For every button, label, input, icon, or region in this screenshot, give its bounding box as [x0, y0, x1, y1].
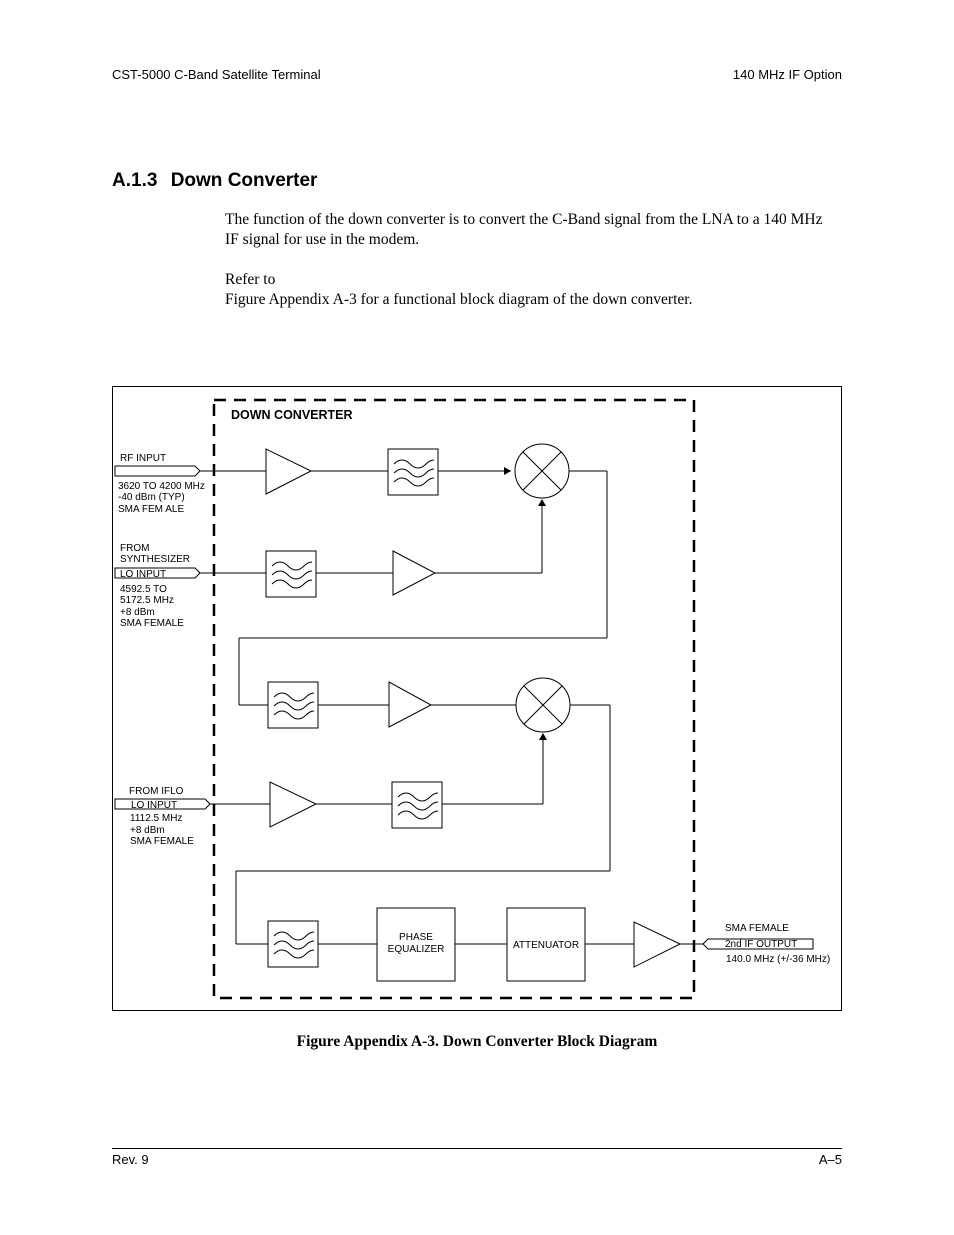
- footer-revision: Rev. 9: [112, 1152, 149, 1167]
- rf-bandpass-filter-icon: [388, 449, 438, 495]
- header-left: CST-5000 C-Band Satellite Terminal: [112, 67, 321, 82]
- section-title: Down Converter: [170, 170, 318, 191]
- if-output-freq: 140.0 MHz (+/-36 MHz): [726, 954, 831, 965]
- rf-input-connector-type: SMA FEM ALE: [118, 504, 185, 515]
- if-output-connector-type: SMA FEMALE: [725, 923, 789, 934]
- if-output-amplifier-icon: [634, 922, 680, 967]
- section-number: A.1.3: [112, 170, 158, 191]
- lo2-source: FROM IFLO: [129, 786, 184, 797]
- second-mixer-icon: [516, 678, 570, 732]
- diagram-title: DOWN CONVERTER: [231, 408, 353, 422]
- footer-rule: [112, 1148, 842, 1149]
- if1-amplifier-icon: [389, 682, 431, 727]
- lo1-source-line2: SYNTHESIZER: [120, 554, 191, 565]
- paragraph-refer: [225, 270, 835, 310]
- rf-input-freq: 3620 TO 4200 MHz: [118, 481, 205, 492]
- rf-input-level: -40 dBm (TYP): [118, 492, 185, 503]
- lo2-connector-type: SMA FEMALE: [130, 836, 194, 847]
- lna-amplifier-icon: [266, 449, 311, 494]
- figure-caption: Figure Appendix A-3. Down Converter Block Diagram: [296, 1033, 658, 1050]
- lo2-input-label: LO INPUT: [131, 800, 178, 811]
- lo1-level: +8 dBm: [120, 607, 155, 618]
- footer-page-number: A–5: [818, 1152, 842, 1167]
- lo2-freq: 1112.5 MHz: [130, 813, 183, 824]
- if2-filter-icon: [268, 921, 318, 967]
- rf-input-label: RF INPUT: [120, 453, 167, 464]
- lo1-amplifier-icon: [393, 551, 435, 595]
- lo1-freq-line1: 4592.5 TO: [120, 584, 167, 595]
- lo2-level: +8 dBm: [130, 825, 165, 836]
- lo1-input-label: LO INPUT: [120, 569, 167, 580]
- attenuator-label: ATTENUATOR: [512, 940, 580, 951]
- if-output-label: 2nd IF OUTPUT: [725, 939, 798, 950]
- block-diagram-figure: [112, 386, 842, 1011]
- lo1-filter-icon: [266, 551, 316, 597]
- rf-input-connector: [115, 466, 200, 476]
- block-diagram-svg: [113, 387, 843, 1012]
- lo1-source-line1: FROM: [120, 543, 150, 554]
- paragraph-refer-line2: Figure Appendix A-3 for a functional block diagram of the down converter.: [225, 291, 693, 308]
- phase-equalizer-label-line1: PHASE: [399, 932, 433, 943]
- paragraph-function: The function of the down converter is to convert the C-Band signal from the LNA to a 140 MHz IF signal for use in the modem.: [225, 211, 823, 248]
- first-mixer-icon: [515, 444, 569, 498]
- lo1-connector-type: SMA FEMALE: [120, 618, 184, 629]
- paragraph-refer-line1: Refer to: [225, 271, 276, 288]
- section-heading: [112, 170, 325, 192]
- lo2-amplifier-icon: [270, 782, 316, 827]
- lo1-freq-line2: 5172.5 MHz: [120, 595, 174, 606]
- phase-equalizer-label-line2: EQUALIZER: [387, 944, 445, 955]
- if1-filter-icon: [268, 682, 318, 728]
- lo2-filter-icon: [392, 782, 442, 828]
- header-right: 140 MHz IF Option: [732, 67, 842, 82]
